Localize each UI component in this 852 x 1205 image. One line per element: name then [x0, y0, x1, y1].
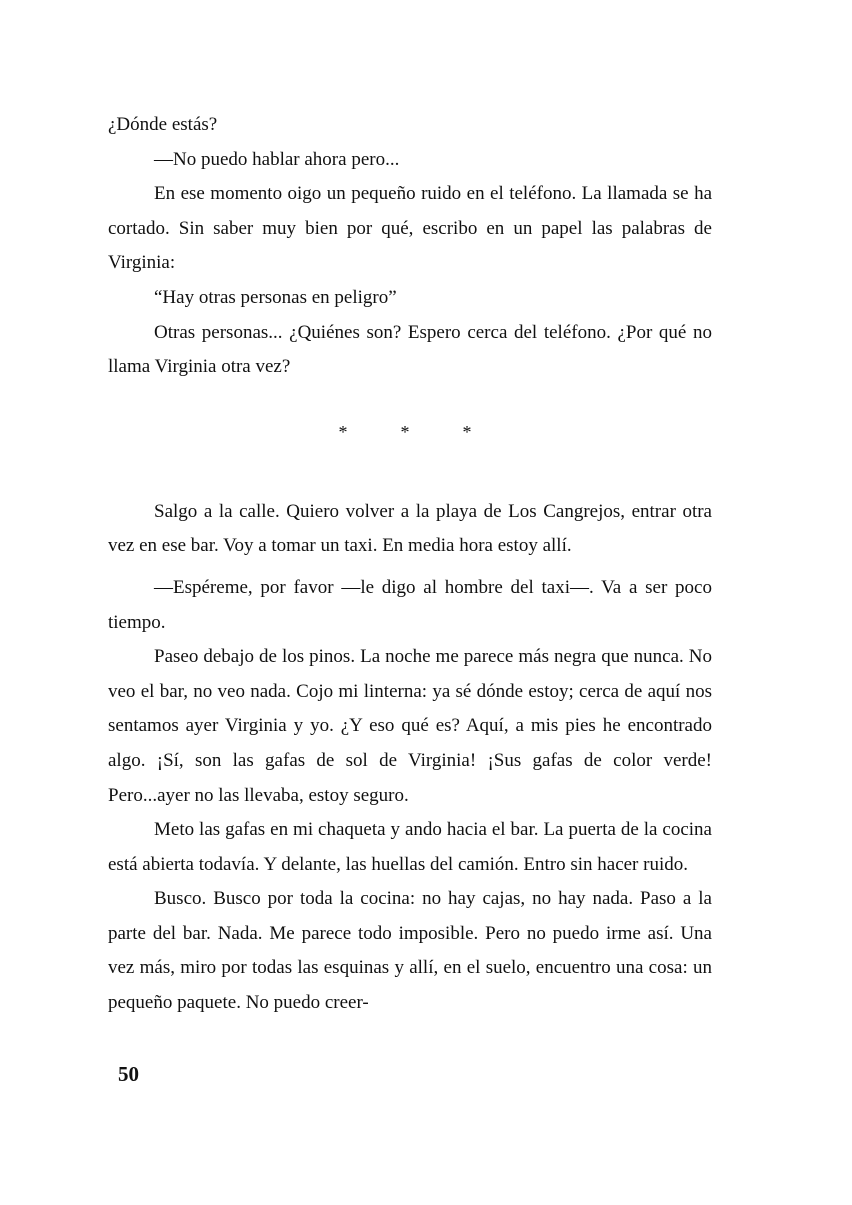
paragraph-dialogue-cannot-talk: —No puedo hablar ahora pero...: [154, 148, 400, 170]
section-separator: [108, 415, 712, 449]
separator-asterisk: *: [338, 421, 348, 442]
paragraph-search: Busco. Busco por toda la cocina: no hay cajas, no hay nada. Paso a la parte del bar. Nada. Me parece todo imposible. Pero no puedo irme así. Una vez más, miro por todas las esquinas y allí, en el suelo, encuentro una cosa: un pequeño paquete. No puedo creer-: [108, 888, 712, 1014]
book-page: [108, 108, 712, 1108]
paragraph-go-outside: Salgo a la calle. Quiero volver a la playa de Los Cangrejos, entrar otra vez en ese bar. Voy a tomar un taxi. En media hora estoy allí.: [108, 500, 712, 557]
page-number: 50: [118, 1062, 139, 1086]
paragraph-call-cut: En ese momento oigo un pequeño ruido en el teléfono. La llamada se ha cortado. Sin saber muy bien por qué, escribo en un papel las palabras de Virginia:: [108, 183, 712, 274]
paragraph-quote-danger: “Hay otras personas en peligro”: [154, 286, 397, 308]
paragraph-dialogue-where: ¿Dónde estás?: [108, 114, 218, 135]
paragraph-wait-for-me: —Espéreme, por favor —le digo al hombre del taxi—. Va a ser poco tiempo.: [108, 576, 712, 633]
separator-asterisk: *: [400, 421, 410, 442]
separator-asterisk: *: [462, 421, 472, 442]
paragraph-other-people: Otras personas... ¿Quiénes son? Espero cerca del teléfono. ¿Por qué no llama Virginia otra vez?: [108, 321, 712, 378]
paragraph-under-pines: Paseo debajo de los pinos. La noche me parece más negra que nunca. No veo el bar, no veo nada. Cojo mi linterna: ya sé dónde estoy; cerca de aquí nos sentamos ayer Virginia y yo. ¿Y eso qué es? Aquí, a mis pies he encontrado algo. ¡Sí, son las gafas de sol de Virginia! ¡Sus gafas de color verde! Pero...ayer no las llevaba, estoy seguro.: [108, 646, 712, 806]
paragraph-kitchen-door: Meto las gafas en mi chaqueta y ando hacia el bar. La puerta de la cocina está abierta todavía. Y delante, las huellas del camión. Entro sin hacer ruido.: [108, 819, 712, 875]
